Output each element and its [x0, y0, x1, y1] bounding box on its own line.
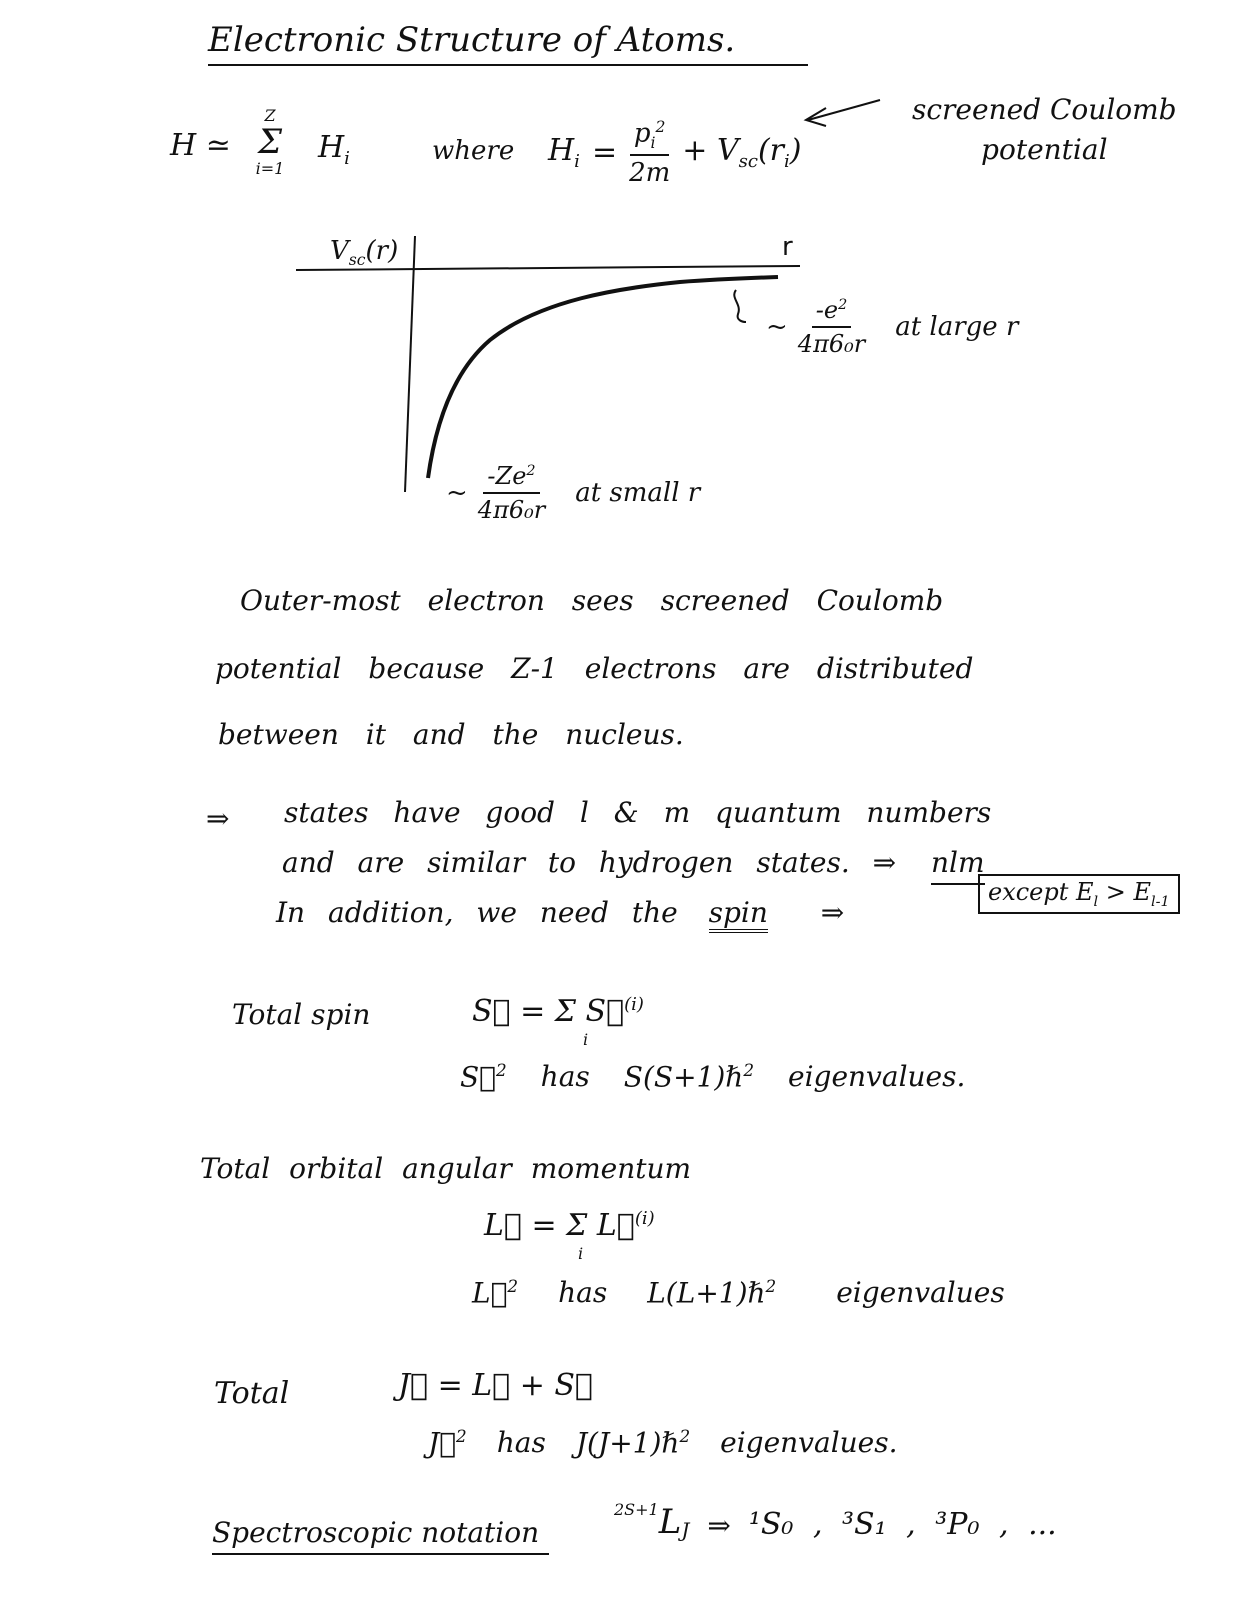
- p-sup: 2: [655, 118, 666, 136]
- implication-arrow: ⇒: [206, 802, 230, 835]
- term-L-sub: J: [681, 1518, 690, 1543]
- spin-squared-line: [460, 1060, 965, 1093]
- spectroscopic-expression: [614, 1500, 1057, 1542]
- j-eigenvalues-text: eigenvalues.: [720, 1426, 898, 1460]
- orbital-squared-line: [472, 1276, 1005, 1309]
- term-h-sub: i: [344, 148, 350, 169]
- spin-arrow: ⇒: [820, 896, 845, 929]
- small-r-num-sup: 2: [526, 463, 536, 479]
- v-arg-close: ): [789, 133, 802, 169]
- title-text: Electronic Structure of Atoms.: [208, 20, 736, 60]
- sum-top: Z: [264, 106, 276, 125]
- implication-line3-text: In addition, we need the: [276, 896, 678, 929]
- implication-line3: [276, 896, 844, 929]
- spin-sq-symbol: S⃗: [460, 1060, 496, 1094]
- nlm-label: nlm: [931, 846, 985, 885]
- kinetic-den: 2m: [629, 157, 671, 188]
- large-r-expression: [766, 296, 1018, 358]
- hamiltonian-lhs: H ≃: [170, 128, 231, 163]
- j-eig-text: J(J+1)ℏ: [575, 1426, 680, 1460]
- except-sub2: l-1: [1151, 893, 1170, 910]
- hi-letter: H: [548, 133, 575, 169]
- small-r-text: at small r: [575, 478, 701, 508]
- y-axis-arg: (r): [365, 236, 399, 266]
- total-spin-sum-index: i: [583, 1030, 589, 1049]
- y-axis-sub: sc: [348, 251, 366, 270]
- v-arg-sub: i: [784, 151, 790, 173]
- total-orbital-label: Total orbital angular momentum: [200, 1152, 692, 1185]
- orbital-has: has: [558, 1276, 608, 1310]
- sum-bottom: i=1: [255, 159, 285, 178]
- hi-sub: i: [574, 151, 580, 173]
- total-orbital-equation: [484, 1208, 655, 1243]
- total-j-equation: J⃗ = L⃗ + S⃗: [398, 1368, 593, 1403]
- spectroscopic-list: ¹S₀ , ³S₁ , ³P₀ , ...: [748, 1507, 1057, 1543]
- paragraph-line2: potential because Z-1 electrons are distributed: [215, 652, 974, 685]
- v-arg: (r: [757, 133, 784, 169]
- p-sub: i: [650, 133, 656, 152]
- j-has: has: [496, 1426, 546, 1460]
- total-spin-eq-text: S⃗ = Σ S⃗: [472, 994, 625, 1029]
- implication-line2: [282, 846, 985, 879]
- v-sub: sc: [738, 151, 758, 173]
- graph-y-axis: [405, 236, 415, 492]
- annotation-line2: potential: [981, 133, 1108, 166]
- plus-v: + V: [682, 133, 739, 169]
- x-axis-label: r: [782, 232, 793, 262]
- j-sq-sup: 2: [456, 1426, 467, 1446]
- term-pre-sup: 2S+1: [614, 1500, 659, 1519]
- spin-sq-sup: 2: [495, 1060, 507, 1080]
- small-r-den: 4π6₀r: [477, 496, 546, 524]
- spin-eigen-expr: [624, 1060, 754, 1093]
- small-r-tilde: ~: [446, 478, 468, 508]
- small-r-expression: [446, 462, 700, 524]
- y-axis-v: V: [330, 236, 349, 266]
- total-orbital-eq-text: L⃗ = Σ L⃗: [484, 1208, 635, 1243]
- except-gt: > E: [1098, 878, 1152, 906]
- large-r-num-text: -e: [815, 296, 839, 324]
- total-j-label: Total: [214, 1376, 290, 1411]
- large-r-num: [812, 296, 851, 328]
- spin-eig-sup: 2: [743, 1060, 754, 1080]
- annotation-arrow-line: [808, 100, 880, 120]
- spin-word: spin: [709, 896, 768, 933]
- p-letter: p: [633, 118, 651, 149]
- spin-squared: [460, 1060, 507, 1093]
- orbital-sq-symbol: L⃗: [472, 1276, 508, 1310]
- potential-curve: [428, 277, 778, 478]
- orbital-squared: [472, 1276, 518, 1309]
- implication-line1: states have good l & m quantum numbers: [284, 796, 992, 829]
- small-r-num: [483, 462, 539, 494]
- spin-has: has: [540, 1060, 590, 1094]
- except-text: except E: [988, 878, 1094, 906]
- j-sq-symbol: J⃗: [428, 1426, 457, 1460]
- hi-equals: =: [591, 135, 618, 171]
- annotation-line1: screened Coulomb: [912, 93, 1177, 126]
- total-orbital-sum-index: i: [578, 1244, 584, 1263]
- term-h: H: [318, 130, 345, 165]
- total-spin-label: Total spin: [232, 998, 371, 1031]
- orbital-eig-text: L(L+1)ℏ: [647, 1276, 766, 1310]
- total-spin-equation: [472, 994, 644, 1029]
- total-spin-eq-sup: (i): [624, 994, 644, 1015]
- term-symbol: [614, 1500, 689, 1542]
- j-squared: [428, 1426, 467, 1459]
- term-L: L: [658, 1502, 682, 1542]
- orbital-eigen-expr: [647, 1276, 776, 1309]
- small-r-fraction: [478, 462, 545, 524]
- j-eigen-expr: [576, 1426, 690, 1459]
- spectroscopic-arrow: ⇒: [707, 1509, 731, 1543]
- large-r-text: at large r: [895, 312, 1019, 342]
- j-eig-sup: 2: [679, 1426, 691, 1446]
- spin-eig-text: S(S+1)ℏ: [623, 1060, 744, 1094]
- spin-eigenvalues-text: eigenvalues.: [788, 1060, 966, 1094]
- spectroscopic-label: Spectroscopic notation: [212, 1516, 549, 1555]
- small-r-num-text: -Ze: [487, 462, 527, 490]
- orbital-eigenvalues-text: eigenvalues: [836, 1276, 1005, 1310]
- except-sub1: l: [1093, 893, 1099, 910]
- large-r-den: 4π6₀r: [797, 330, 866, 358]
- paragraph-line3: between it and the nucleus.: [218, 718, 684, 751]
- large-r-tilde: ~: [766, 312, 788, 342]
- sum-symbol: Σ: [257, 122, 283, 162]
- except-box: [978, 874, 1180, 914]
- y-axis-label: [330, 236, 398, 269]
- implication-line2-text: and are similar to hydrogen states. ⇒: [282, 846, 897, 879]
- large-r-fraction: [798, 296, 865, 358]
- orbital-eig-sup: 2: [765, 1276, 777, 1296]
- total-orbital-eq-sup: (i): [634, 1208, 655, 1229]
- j-squared-line: [428, 1426, 898, 1459]
- large-r-num-sup: 2: [838, 297, 848, 313]
- where-word: where: [432, 136, 515, 166]
- paragraph-line1: Outer-most electron sees screened Coulomb: [240, 584, 944, 617]
- large-r-squiggle: [734, 290, 746, 322]
- orbital-sq-sup: 2: [507, 1276, 519, 1296]
